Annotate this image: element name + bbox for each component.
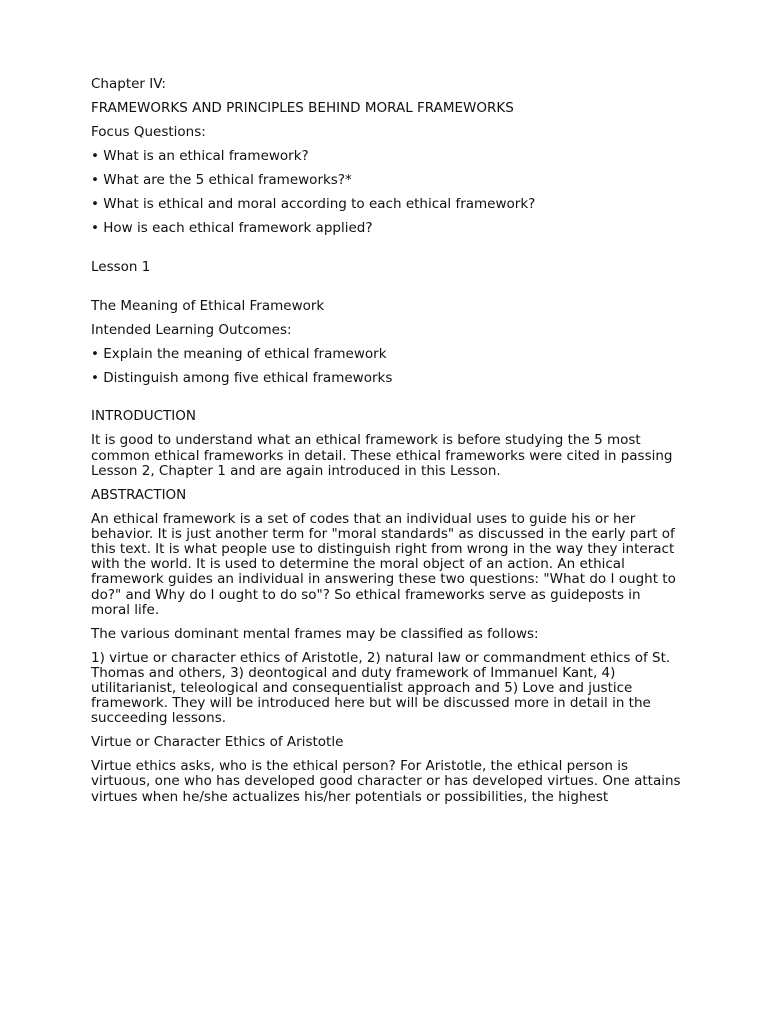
focus-question-item: • What is an ethical framework? <box>91 148 309 164</box>
focus-question-item: • What is ethical and moral according to each ethical framework? <box>91 196 536 212</box>
virtue-ethics-heading: Virtue or Character Ethics of Aristotle <box>91 734 344 751</box>
chapter-title: FRAMEWORKS AND PRINCIPLES BEHIND MORAL FRAMEWORKS <box>91 100 514 116</box>
focus-questions-heading: Focus Questions: <box>91 124 206 140</box>
classification-list-paragraph: 1) virtue or character ethics of Aristotle, 2) natural law or commandment ethics of St. Thomas and others, 3) deontogical and duty framework of Immanuel Kant, 4) utilitarianist, teleological and consequentialist approach and 5) Love and justice framework. They will be introduced here but will be discussed more in detail in the succeeding lessons. <box>91 649 671 727</box>
focus-question-item: • How is each ethical framework applied? <box>91 220 373 236</box>
abstraction-heading: ABSTRACTION <box>91 486 187 503</box>
chapter-label: Chapter IV: <box>91 76 166 92</box>
document-body <box>91 77 681 813</box>
focus-question-item: • What are the 5 ethical frameworks?* <box>91 172 352 188</box>
introduction-heading: INTRODUCTION <box>91 408 196 425</box>
introduction-paragraph: It is good to understand what an ethical framework is before studying the 5 most common ethical frameworks in detail. These ethical frameworks were cited in passing Lesson 2, Chapter 1 and are again introduced in this Lesson. <box>91 432 673 479</box>
lesson-title: The Meaning of Ethical Framework <box>91 297 325 314</box>
outcome-item: • Distinguish among five ethical frameworks <box>91 369 393 386</box>
virtue-ethics-paragraph: Virtue ethics asks, who is the ethical person? For Aristotle, the ethical person is virtuous, one who has developed good character or has developed virtues. One attains virtues when he/she actualizes his/her potentials or possibilities, the highest <box>91 758 681 805</box>
classification-intro: The various dominant mental frames may be classified as follows: <box>91 625 539 642</box>
lesson-label: Lesson 1 <box>91 258 151 275</box>
outcomes-heading: Intended Learning Outcomes: <box>91 321 292 338</box>
outcome-item: • Explain the meaning of ethical framework <box>91 345 387 362</box>
abstraction-paragraph: An ethical framework is a set of codes that an individual uses to guide his or her behavior. It is just another term for "moral standards" as discussed in the early part of this text. It is what people use to distinguish right from wrong in the way they interact with the world. It is used to determine the moral object of an action. An ethical framework guides an individual in answering these two questions: "What do I ought to do?" and Why do I ought to do so"? So ethical frameworks serve as guideposts in moral life. <box>91 510 676 618</box>
